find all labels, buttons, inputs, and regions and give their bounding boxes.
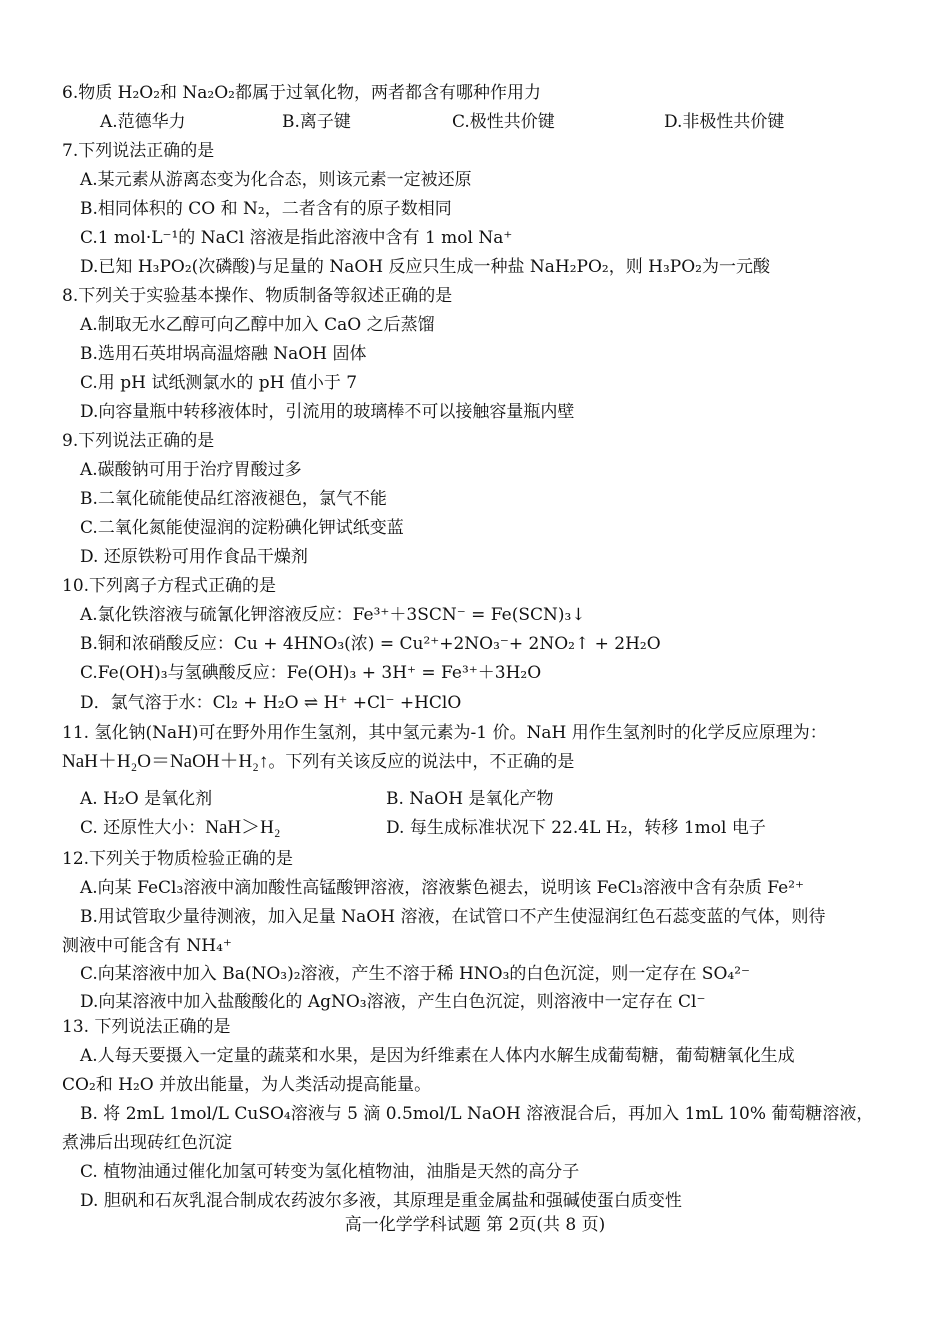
question-10-option-c: C.Fe(OH)₃与氢碘酸反应：Fe(OH)₃ + 3H⁺ = Fe³⁺＋3H₂O xyxy=(80,663,542,683)
question-11-stem-line2 xyxy=(62,751,574,773)
question-10-stem: 10.下列离子方程式正确的是 xyxy=(62,576,277,596)
question-11-option-d: D. 每生成标准状况下 22.4L H₂，转移 1mol 电子 xyxy=(386,818,766,838)
question-9-option-d: D. 还原铁粉可用作食品干燥剂 xyxy=(80,547,308,567)
question-11-option-b: B. NaOH 是氧化产物 xyxy=(386,789,554,809)
question-12-option-a: A.向某 FeCl₃溶液中滴加酸性高锰酸钾溶液，溶液紫色褪去，说明该 FeCl₃溶液中含有杂质 Fe²⁺ xyxy=(80,878,804,898)
question-10-option-a: A.氯化铁溶液与硫氰化钾溶液反应：Fe³⁺＋3SCN⁻ = Fe(SCN)₃↓ xyxy=(80,605,586,625)
question-8-option-a: A.制取无水乙醇可向乙醇中加入 CaO 之后蒸馏 xyxy=(80,315,435,335)
question-13-option-a-cont: CO₂和 H₂O 并放出能量，为人类活动提高能量。 xyxy=(62,1075,432,1095)
question-12-option-b: B.用试管取少量待测液，加入足量 NaOH 溶液，在试管口不产生使湿润红色石蕊变蓝的气体，则待 xyxy=(80,907,826,927)
question-6-option-c: C.极性共价键 xyxy=(452,112,555,132)
question-8-stem: 8.下列关于实验基本操作、物质制备等叙述正确的是 xyxy=(62,286,453,306)
question-7-option-a: A.某元素从游离态变为化合态，则该元素一定被还原 xyxy=(80,170,472,190)
question-12-option-b-cont: 测液中可能含有 NH₄⁺ xyxy=(62,936,232,956)
question-7-option-b: B.相同体积的 CO 和 N₂，二者含有的原子数相同 xyxy=(80,199,452,219)
question-13-option-a: A.人每天要摄入一定量的蔬菜和水果，是因为纤维素在人体内水解生成葡萄糖，葡萄糖氧化生成 xyxy=(80,1046,795,1066)
question-13-option-b-cont: 煮沸后出现砖红色沉淀 xyxy=(62,1133,232,1153)
question-6-option-a: A.范德华力 xyxy=(100,112,186,132)
question-12-option-c: C.向某溶液中加入 Ba(NO₃)₂溶液，产生不溶于稀 HNO₃的白色沉淀，则一定存在 SO₄²⁻ xyxy=(80,964,750,984)
question-12-stem: 12.下列关于物质检验正确的是 xyxy=(62,849,294,869)
question-8-option-d: D.向容量瓶中转移液体时，引流用的玻璃棒不可以接触容量瓶内壁 xyxy=(80,402,575,422)
question-6-option-b: B.离子键 xyxy=(282,112,351,132)
question-13-option-c: C. 植物油通过催化加氢可转变为氢化植物油，油脂是天然的高分子 xyxy=(80,1162,580,1182)
question-13-option-b: B. 将 2mL 1mol/L CuSO₄溶液与 5 滴 0.5mol/L NaOH 溶液混合后，再加入 1mL 10% 葡萄糖溶液， xyxy=(80,1104,874,1124)
question-10-option-b: B.铜和浓硝酸反应：Cu + 4HNO₃(浓) = Cu²⁺+2NO₃⁻+ 2NO₂↑ + 2H₂O xyxy=(80,634,661,654)
question-8-option-b: B.选用石英坩埚高温熔融 NaOH 固体 xyxy=(80,344,367,364)
question-11-option-c-formula: NaH＞H₂ xyxy=(205,817,281,838)
question-9-stem: 9.下列说法正确的是 xyxy=(62,431,215,451)
question-6-stem: 6.物质 H₂O₂和 Na₂O₂都属于过氧化物，两者都含有哪种作用力 xyxy=(62,83,541,103)
question-11-option-c-text: C. 还原性大小： xyxy=(80,818,206,838)
question-6-option-d: D.非极性共价键 xyxy=(664,112,785,132)
question-9-option-b: B.二氧化硫能使品红溶液褪色，氯气不能 xyxy=(80,489,387,509)
question-11-stem: 11. 氢化钠(NaH)可在野外用作生氢剂，其中氢元素为-1 价。NaH 用作生氢剂时的化学反应原理为： xyxy=(62,723,827,743)
question-7-option-d: D.已知 H₃PO₂(次磷酸)与足量的 NaOH 反应只生成一种盐 NaH₂PO₂，则 H₃PO₂为一元酸 xyxy=(80,257,770,277)
question-13-stem: 13. 下列说法正确的是 xyxy=(62,1017,231,1037)
question-7-stem: 7.下列说法正确的是 xyxy=(62,141,215,161)
question-10-option-d: D．氯气溶于水：Cl₂ + H₂O ⇌ H⁺ +Cl⁻ +HClO xyxy=(80,693,462,713)
page-footer: 高一化学学科试题 第 2页(共 8 页) xyxy=(344,1215,606,1235)
question-11-stem-tail: 。下列有关该反应的说法中，不正确的是 xyxy=(268,752,575,772)
question-11-option-c xyxy=(80,817,280,839)
question-8-option-c: C.用 pH 试纸测氯水的 pH 值小于 7 xyxy=(80,373,358,393)
question-9-option-a: A.碳酸钠可用于治疗胃酸过多 xyxy=(80,460,302,480)
question-9-option-c: C.二氧化氮能使湿润的淀粉碘化钾试纸变蓝 xyxy=(80,518,404,538)
question-12-option-d: D.向某溶液中加入盐酸酸化的 AgNO₃溶液，产生白色沉淀，则溶液中一定存在 Cl⁻ xyxy=(80,992,706,1012)
question-11-equation: NaH＋H₂O＝NaOH＋H₂↑ xyxy=(62,751,269,772)
question-11-option-a: A. H₂O 是氧化剂 xyxy=(80,789,213,809)
question-7-option-c: C.1 mol·L⁻¹的 NaCl 溶液是指此溶液中含有 1 mol Na⁺ xyxy=(80,228,513,248)
question-13-option-d: D. 胆矾和石灰乳混合制成农药波尔多液，其原理是重金属盐和强碱使蛋白质变性 xyxy=(80,1191,682,1211)
